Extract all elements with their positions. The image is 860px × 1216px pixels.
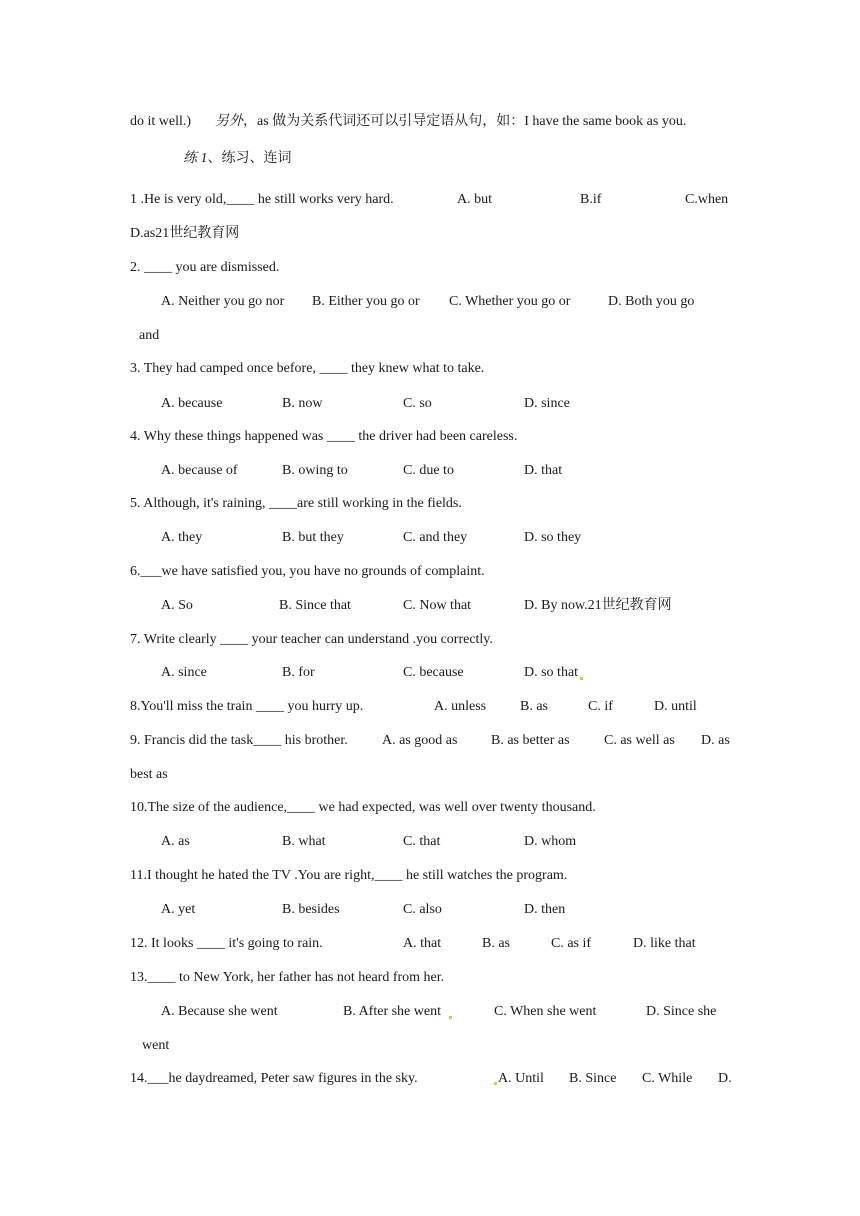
question-10-option-b: B. what xyxy=(282,834,326,849)
question-2-option-a: A. Neither you go nor xyxy=(161,294,285,309)
question-9-option-c: C. as well as xyxy=(604,733,675,748)
question-12-stem: 12. It looks ____ it's going to rain. xyxy=(130,936,323,951)
question-8-option-d: D. until xyxy=(654,699,697,714)
question-6-option-b: B. Since that xyxy=(279,598,351,613)
question-9-stem: 9. Francis did the task____ his brother. xyxy=(130,733,348,748)
question-5-option-a: A. they xyxy=(161,530,203,545)
intro-prefix: do it well.) xyxy=(130,114,192,129)
question-13-option-d: D. Since she xyxy=(646,1004,717,1019)
section-heading-text: 、练习、连词 xyxy=(207,151,292,166)
intro-text: ，as 做为关系代词还可以引导定语从句，如：I have the same book as you. xyxy=(243,114,687,129)
intro-italic: 另外 xyxy=(215,114,244,129)
question-12-option-c: C. as if xyxy=(551,936,592,951)
question-2-option-d: D. Both you go xyxy=(608,294,695,309)
question-7-stem: 7. Write clearly ____ your teacher can understand .you correctly. xyxy=(130,632,493,647)
question-4-option-d: D. that xyxy=(524,463,563,478)
question-14-option-b: B. Since xyxy=(569,1071,617,1086)
question-7-option-d: D. so that xyxy=(524,665,579,680)
question-2-option-b: B. Either you go or xyxy=(312,294,420,309)
highlight-mark xyxy=(580,677,583,680)
question-1-option-a: A. but xyxy=(457,192,492,207)
highlight-mark xyxy=(449,1016,452,1019)
question-5-option-c: C. and they xyxy=(403,530,468,545)
question-12-option-d: D. like that xyxy=(633,936,696,951)
question-8-option-a: A. unless xyxy=(434,699,487,714)
question-11-option-d: D. then xyxy=(524,902,566,917)
intro-line xyxy=(130,113,686,131)
question-4-stem: 4. Why these things happened was ____ the driver had been careless. xyxy=(130,429,518,444)
question-9-option-d: D. as xyxy=(701,733,730,748)
question-10-option-c: C. that xyxy=(403,834,441,849)
question-8-option-b: B. as xyxy=(520,699,548,714)
question-7-option-a: A. since xyxy=(161,665,207,680)
question-9-option-a: A. as good as xyxy=(382,733,458,748)
question-12-option-b: B. as xyxy=(482,936,510,951)
question-3-option-b: B. now xyxy=(282,396,323,411)
question-12-option-a: A. that xyxy=(403,936,442,951)
question-4-option-a: A. because of xyxy=(161,463,238,478)
question-13-stem: 13.____ to New York, her father has not heard from her. xyxy=(130,970,445,985)
question-11-option-c: C. also xyxy=(403,902,442,917)
question-9-option-b: B. as better as xyxy=(491,733,570,748)
question-1-option-d: D.as21世纪教育网 xyxy=(130,226,240,241)
question-13-option-a: A. Because she went xyxy=(161,1004,278,1019)
highlight-mark xyxy=(494,1082,497,1085)
question-10-stem: 10.The size of the audience,____ we had expected, was well over twenty thousand. xyxy=(130,800,596,815)
question-8-option-c: C. if xyxy=(588,699,613,714)
question-14-option-c: C. While xyxy=(642,1071,693,1086)
question-5-stem: 5. Although, it's raining, ____are still working in the fields. xyxy=(130,496,462,511)
section-heading xyxy=(183,150,292,168)
question-14-option-d: D. xyxy=(718,1071,732,1086)
question-2-stem: 2. ____ you are dismissed. xyxy=(130,260,280,275)
question-13-option-d-continued: went xyxy=(142,1038,170,1053)
question-13-option-b: B. After she went xyxy=(343,1004,441,1019)
question-10-option-d: D. whom xyxy=(524,834,577,849)
question-14-option-a: A. Until xyxy=(498,1071,544,1086)
question-2-option-c: C. Whether you go or xyxy=(449,294,571,309)
question-4-option-c: C. due to xyxy=(403,463,454,478)
question-5-option-d: D. so they xyxy=(524,530,582,545)
question-10-option-a: A. as xyxy=(161,834,190,849)
section-heading-italic: 练 1 xyxy=(183,151,208,166)
question-11-option-a: A. yet xyxy=(161,902,196,917)
question-3-stem: 3. They had camped once before, ____ they knew what to take. xyxy=(130,361,485,376)
question-3-option-d: D. since xyxy=(524,396,570,411)
question-7-option-b: B. for xyxy=(282,665,315,680)
question-2-option-d-continued: and xyxy=(139,328,160,343)
question-7-option-c: C. because xyxy=(403,665,464,680)
question-3-option-c: C. so xyxy=(403,396,432,411)
question-1-option-b: B.if xyxy=(580,192,602,207)
question-5-option-b: B. but they xyxy=(282,530,344,545)
question-13-option-c: C. When she went xyxy=(494,1004,597,1019)
question-6-stem: 6.___we have satisfied you, you have no grounds of complaint. xyxy=(130,564,485,579)
question-1-stem: 1 .He is very old,____ he still works very hard. xyxy=(130,192,394,207)
question-8-stem: 8.You'll miss the train ____ you hurry up. xyxy=(130,699,364,714)
question-1-option-c: C.when xyxy=(685,192,729,207)
question-6-option-a: A. So xyxy=(161,598,193,613)
question-6-option-d: D. By now.21世纪教育网 xyxy=(524,598,672,613)
question-11-stem: 11.I thought he hated the TV .You are right,____ he still watches the program. xyxy=(130,868,568,883)
question-3-option-a: A. because xyxy=(161,396,223,411)
question-6-option-c: C. Now that xyxy=(403,598,472,613)
question-14-stem: 14.___he daydreamed, Peter saw figures in the sky. xyxy=(130,1071,418,1086)
question-4-option-b: B. owing to xyxy=(282,463,348,478)
question-9-option-d-continued: best as xyxy=(130,767,168,782)
question-11-option-b: B. besides xyxy=(282,902,340,917)
